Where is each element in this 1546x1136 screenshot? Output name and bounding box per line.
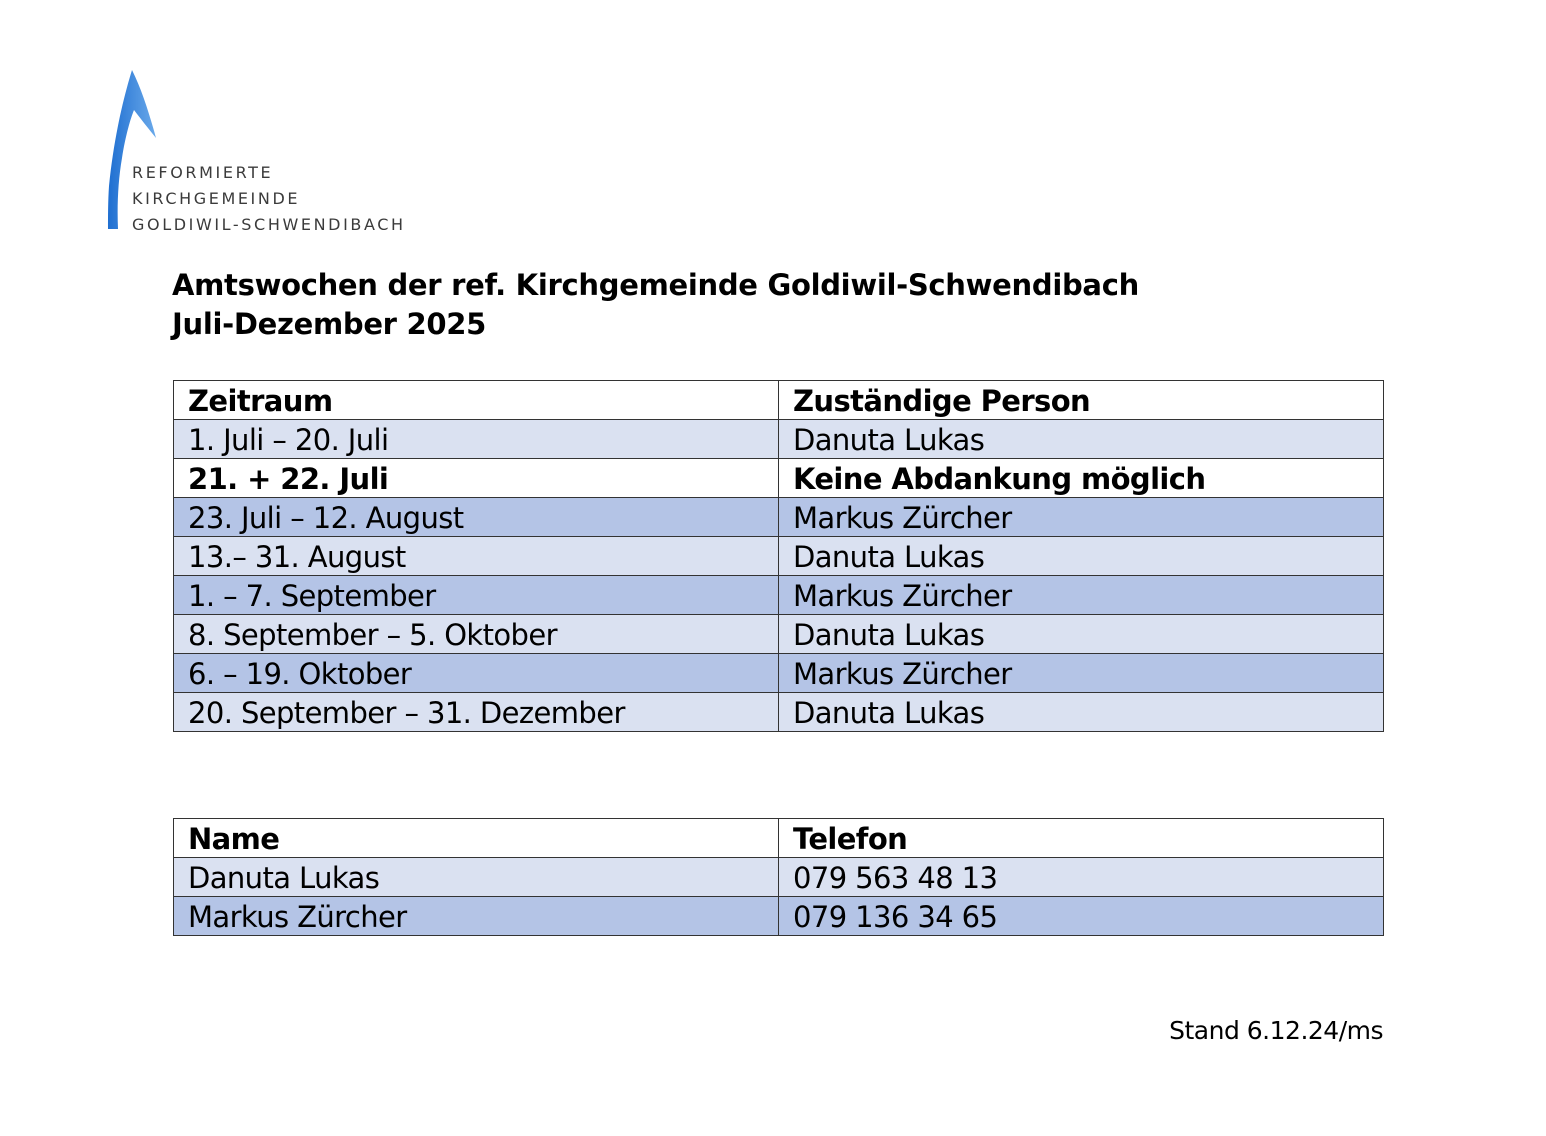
- phone-cell: 079 563 48 13: [779, 858, 1384, 897]
- table-row: [174, 897, 1384, 936]
- schedule-table: [173, 380, 1384, 732]
- period-cell: 1. – 7. September: [174, 576, 779, 615]
- person-cell: Danuta Lukas: [779, 420, 1384, 459]
- contacts-table: [173, 818, 1384, 936]
- table-row: [174, 654, 1384, 693]
- stand-note: Stand 6.12.24/ms: [1169, 1016, 1383, 1045]
- person-cell: Danuta Lukas: [779, 537, 1384, 576]
- table-row: [174, 576, 1384, 615]
- person-cell: Markus Zürcher: [779, 576, 1384, 615]
- period-cell: 8. September – 5. Oktober: [174, 615, 779, 654]
- period-cell: 13.– 31. August: [174, 537, 779, 576]
- person-cell: Danuta Lukas: [779, 693, 1384, 732]
- header-name: Name: [174, 819, 779, 858]
- church-logo: [100, 66, 430, 236]
- period-cell: 21. + 22. Juli: [174, 459, 779, 498]
- logo-text: [132, 160, 406, 238]
- period-cell: 20. September – 31. Dezember: [174, 693, 779, 732]
- table-row: [174, 537, 1384, 576]
- logo-line-2: KIRCHGEMEINDE: [132, 189, 301, 208]
- person-cell: Markus Zürcher: [779, 498, 1384, 537]
- period-cell: 1. Juli – 20. Juli: [174, 420, 779, 459]
- table-row: [174, 858, 1384, 897]
- person-cell: Markus Zürcher: [779, 654, 1384, 693]
- title-line-2: Juli-Dezember 2025: [172, 307, 486, 341]
- name-cell: Danuta Lukas: [174, 858, 779, 897]
- table-row: [174, 615, 1384, 654]
- header-telefon: Telefon: [779, 819, 1384, 858]
- page-title: [172, 266, 1139, 344]
- person-cell: Danuta Lukas: [779, 615, 1384, 654]
- person-cell: Keine Abdankung möglich: [779, 459, 1384, 498]
- phone-cell: 079 136 34 65: [779, 897, 1384, 936]
- logo-line-1: REFORMIERTE: [132, 163, 274, 182]
- contacts-header-row: [174, 819, 1384, 858]
- period-cell: 23. Juli – 12. August: [174, 498, 779, 537]
- header-person: Zuständige Person: [779, 381, 1384, 420]
- name-cell: Markus Zürcher: [174, 897, 779, 936]
- table-row: [174, 459, 1384, 498]
- period-cell: 6. – 19. Oktober: [174, 654, 779, 693]
- title-line-1: Amtswochen der ref. Kirchgemeinde Goldiwil-Schwendibach: [172, 268, 1139, 302]
- header-zeitraum: Zeitraum: [174, 381, 779, 420]
- schedule-header-row: [174, 381, 1384, 420]
- table-row: [174, 420, 1384, 459]
- logo-line-3: GOLDIWIL-SCHWENDIBACH: [132, 215, 406, 234]
- table-row: [174, 498, 1384, 537]
- table-row: [174, 693, 1384, 732]
